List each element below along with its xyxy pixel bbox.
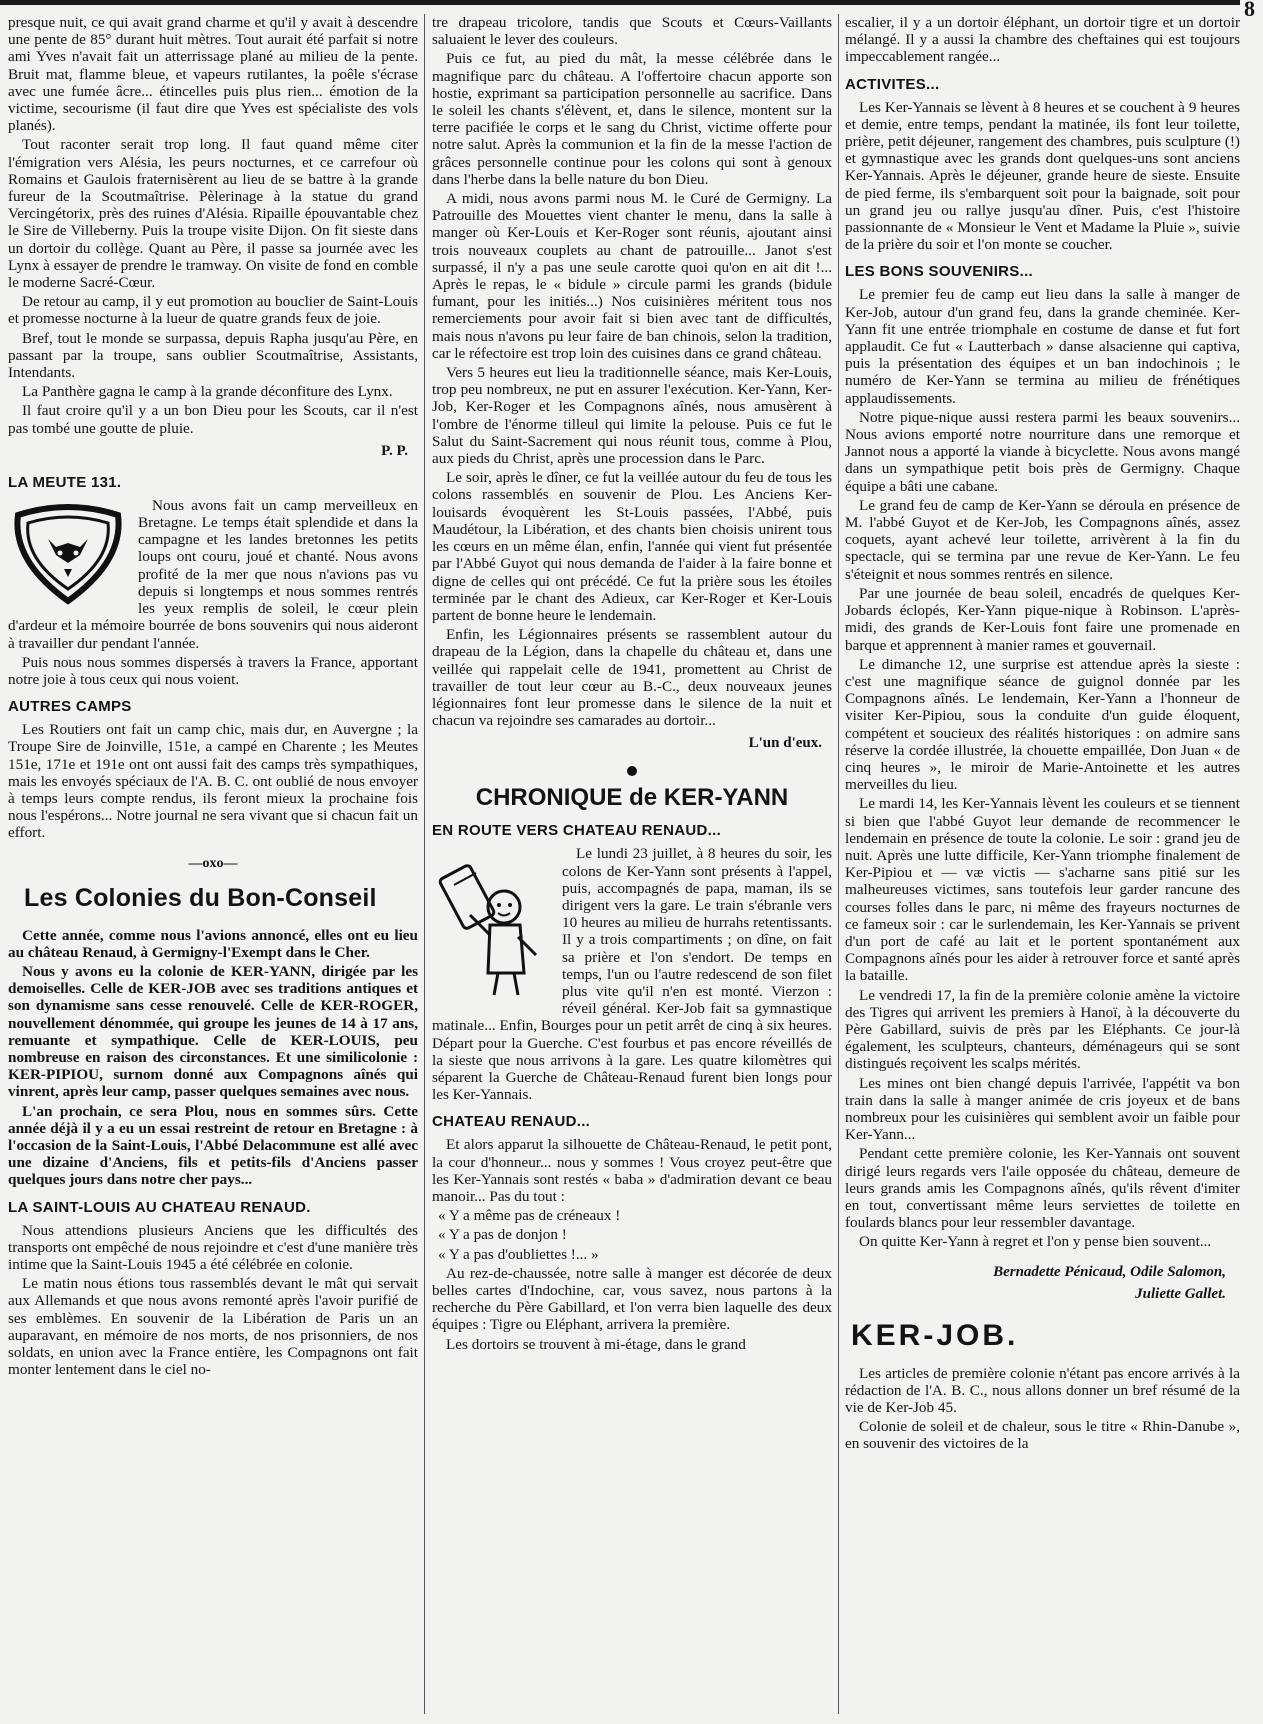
- paragraph: A midi, nous avons parmi nous M. le Curé de Germigny. La Patrouille des Mouettes vient chanter le menu, dans la salle à manger où Ker-Louis et Ker-Roger sont réunis, ajoutant ainsi trois nouveaux couplets au chant de patrouille... Janot s'est surpassé, il n'y a pas une seule carotte quoi qu'on en ait dit !... Après le repas, le « bidule » circule parmi les grands (bidule fumant, pour les initiés...) Nos cuisinières méritent tous nos remerciements pour avoir fait si bien avec tant de difficultés, mais nous n'avons pu leur faire de ban chinois, selon la tradition, car le réfectoire est trop loin des cuisines dans ce grand château.: [432, 190, 832, 362]
- section-heading: AUTRES CAMPS: [8, 698, 132, 716]
- paragraph: presque nuit, ce qui avait grand charme et qu'il y avait à descendre une pente de 85° durant huit mètres. Tout aurait été parfait si notre ami Yves n'avait fait un atterrissage plané au milieu de la pente. Bruit mat, flamme bleue, et vapeurs rutilantes, la poêle s'écrase avec une fumée âcre... étincelles puis plus rien... émotion de la victime, secourisme (il faut dire que Yves est spécialiste des vols planés).: [8, 14, 418, 135]
- paragraph: Au rez-de-chaussée, notre salle à manger est décorée de deux belles cartes d'Indochine, car, vous savez, nous partons à la recherche du Père Gabillard, et l'on verra bien laquelle des deux équipes : Tigre ou Eléphant, arrivera la première.: [432, 1264, 832, 1334]
- paragraph: Colonie de soleil et de chaleur, sous le titre « Rhin-Danube », en souvenir des victoires de la: [845, 1418, 1240, 1453]
- quote-line: « Y a même pas de créneaux !: [438, 1207, 621, 1225]
- section-heading: LA SAINT-LOUIS AU CHATEAU RENAUD.: [8, 1198, 311, 1216]
- column-divider: [424, 14, 425, 1714]
- paragraph: Vers 5 heures eut lieu la traditionnelle séance, mais Ker-Louis, trop peu nombreux, ne put en assurer l'exécution. Ker-Yann, Ker-Job, Ker-Roger et les Compagnons aînés, nous amusèrent à l'ombre de l'énorme tilleul qui limite la pelouse. Puis ce fut le Salut du Saint-Sacrement qui nous réunit tous, comme à Plou, aux pieds du Christ, après une procession dans le Parc.: [432, 364, 832, 468]
- column-1: [8, 14, 418, 1714]
- column-3: [845, 14, 1240, 1714]
- paragraph: Les Ker-Yannais se lèvent à 8 heures et se couchent à 9 heures et demie, entre temps, pendant la matinée, ils font leur toilette, prière, petit déjeuner, rangement des chambres, puis sculpture (!) et gymnastique avec les grands dont quelques-uns sont anciens Ker-Yannais. Après le déjeuner, grande heure de sieste. Ensuite de pied ferme, ils s'embarquent soit pour la baignade, soit pour un grand jeu ou rallye jusqu'au dîner. Puis, c'est l'histoire passionnante de « Monsieur le Vent et Madame la Pluie », suivie de la prière du soir et l'on monte se coucher.: [845, 98, 1240, 254]
- paragraph: La Panthère gagna le camp à la grande déconfiture des Lynx.: [22, 383, 393, 401]
- article-title: KER-JOB.: [851, 1318, 1019, 1352]
- column-2: [432, 14, 832, 1714]
- paragraph: De retour au camp, il y eut promotion au bouclier de Saint-Louis et promesse nocturne à la lueur de quatre grands feux de joie.: [8, 293, 418, 328]
- paragraph: Et alors apparut la silhouette de Château-Renaud, le petit pont, la cour d'honneur... nous y sommes ! Vous croyez peut-être que les Ker-Yannais sont restés « baba » d'admiration devant ce beau manoir... Pas du tout :: [432, 1136, 832, 1205]
- paragraph: Tout raconter serait trop long. Il faut quand même citer l'émigration vers Alésia, les peurs nocturnes, et ce carrefour où Romains et Gaulois fraternisèrent au lieu de se battre à la grande fureur de la Scoutmaîtrise. Pèlerinage à la statue du grand Vercingétorix, près des ruines d'Alésia. Ripaille épouvantable chez le Sire de Villeberny. Puis la troupe visite Dijon. On fit sieste dans un dortoir du collège. Quant au Père, il passe sa journée avec les Lynx à essayer de prendre le tramway. On visite de fond en comble le moderne Sacré-Cœur.: [8, 136, 418, 292]
- paragraph: Enfin, les Légionnaires présents se rassemblent autour du drapeau de la Légion, dans la chapelle du château et, dans une veillée qui rappelait celle de 1941, promettent au Christ de travailler de tout leur cœur au B.-C., deux nouveaux jeunes légionnaires font leur promesse dans le silence de la nuit et chacun va rejoindre ses camarades au dortoir...: [432, 626, 832, 730]
- paragraph: Puis ce fut, au pied du mât, la messe célébrée dans le magnifique parc du château. A l'offertoire chacun apporte son hostie, exprimant sa participation personnelle au sacrifice. Dans le soleil les chants s'élèvent, et, dans le silence, montent sur la terre pacifiée le corps et le sang du Christ, victime offerte pour notre salut. Après la communion et la fin de la messe l'action de grâces personnelle continue pour les colons qui sont à genoux dans l'herbe dans la belle nature du bon Dieu.: [432, 50, 832, 188]
- section-heading: CHATEAU RENAUD...: [432, 1113, 591, 1131]
- signature: L'un d'eux.: [748, 735, 822, 752]
- separator: —oxo—: [188, 855, 238, 871]
- signature-line: Juliette Gallet.: [1135, 1285, 1226, 1302]
- paragraph: On quitte Ker-Yann à regret et l'on y pense bien souvent...: [859, 1233, 1212, 1251]
- paragraph: Pendant cette première colonie, les Ker-Yannais ont souvent dirigé leurs regards vers l'aile opposée du château, demeure de leurs grands amis les Compagnons aînés, qu'ils rêvent d'imiter en tout, convertissant même leurs serviettes de toilette en foulards blancs pour leur ressembler davantage.: [845, 1145, 1240, 1232]
- signature: P. P.: [381, 442, 408, 459]
- paragraph: Les mines ont bien changé depuis l'arrivée, l'appétit va bon train dans la salle à manger animée de cris joyeux et de bans nombreux pour les cuisinières qui semblent avoir un faible pour Ker-Yann...: [845, 1074, 1240, 1144]
- paragraph: Nous attendions plusieurs Anciens que les difficultés des transports ont empêché de nous rejoindre et c'est d'une manière très intime que la Saint-Louis 1945 a été célébrée en colonie.: [8, 1221, 418, 1273]
- article-title: CHRONIQUE de KER-YANN: [475, 784, 789, 812]
- paragraph: Le mardi 14, les Ker-Yannais lèvent les couleurs et se tiennent si bien que l'abbé Guyot leur demande de recommencer le lendemain en présence de toute la colonie. Le soir : grand jeu de nuit. Après une lutte difficile, Ker-Yann triomphe finalement de Ker-Pipiou et — væ victis — s'acharne sans pitié sur les malheureuses victimes, sans toutefois leur garder rancune des courses folles dans le parc, ni même des frayeurs nocturnes de ce fameux soir : car le surlendemain, les Ker-Yannais se privent d'un port de café au lait et le portent spontanément aux Compagnons aînés pour les aider à retrouver force et santé après la bataille.: [845, 795, 1240, 985]
- paragraph: tre drapeau tricolore, tandis que Scouts et Cœurs-Vaillants saluaient le lever des couleurs.: [432, 14, 832, 49]
- paragraph: Les dortoirs se trouvent à mi-étage, dans le grand: [446, 1335, 746, 1353]
- traveler-illustration-icon: [432, 849, 552, 1004]
- article-title: Les Colonies du Bon-Conseil: [24, 883, 377, 912]
- section-heading: LES BONS SOUVENIRS...: [845, 263, 1033, 281]
- section-heading: LA MEUTE 131.: [8, 473, 122, 491]
- wolf-badge-icon: [8, 501, 128, 610]
- paragraph: Bref, tout le monde se surpassa, depuis Rapha jusqu'au Père, en passant par la troupe, sans oublier Scoutmaîtrise, Assistants, Intendants.: [8, 329, 418, 382]
- page-number: 8: [1244, 0, 1255, 21]
- paragraph: Le soir, après le dîner, ce fut la veillée autour du feu de tous les colons rassemblés en souvenir de Plou. Les Anciens Ker-louisards évoquèrent les St-Louis passées, l'Abbé, puis Maudétour, la Libération, et des chants bien choisis unirent tous les cœurs en un même élan, enfin, l'année qui vient fut présentée par l'Abbé Guyot qui nous demanda de l'aider à la faire bonne et digne de celles qui ont précédé. Ce fut la prière sous les étoiles terminée par le chant des Adieux, car Ker-Roger et Ker-Louis partent de bonne heure le lendemain.: [432, 469, 832, 624]
- signature-line: Bernadette Pénicaud, Odile Salomon,: [993, 1263, 1226, 1280]
- paragraph: Le lundi 23 juillet, à 8 heures du soir, les colons de Ker-Yann sont présents à l'appel, puis, accompagnés de papa, maman, ils se dirigent vers la gare. Le train s'ébranle vers 10 heures au milieu de hurrahs retentissants. Il y a trois compartiments ; on dîne, on fait sa prière et l'on s'endort. De temps en temps, l'un ou l'autre redescend de son filet plus vite qu'il n'en est monté. Vierzon : réveil général. Ker-Job fait sa gymnastique matinale... Enfin, Bourges pour un petit arrêt de cinq à six heures. Départ pour la Guerche. C'est fourbus et pas encore réveillés de la sieste que nous arrivons à la gare. Les quatre kilomètres qui séparent la Guerche de Château-Renaud furent bien longs pour les Ker-Yannais.: [432, 845, 832, 1104]
- paragraph: Nous y avons eu la colonie de KER-YANN, dirigée par les demoiselles. Celle de KER-JOB avec ses traditions antiques et son dynamisme sans cesse renouvelé. Celle de KER-ROGER, nouvellement dénommée, qui groupe les jeunes de 14 à 17 ans, remuante et sympathique. Celle de KER-LOUIS, peu nombreuse en raison des circonstances. Et une similicolonie : KER-PIPIOU, surnom donné aux Compagnons aînés qui vinrent, après leur camp, passer quelques semaines avec nous.: [8, 962, 418, 1101]
- paragraph: Les articles de première colonie n'étant pas encore arrivés à la rédaction de l'A. B. C., nous allons donner un bref résumé de la vie de Ker-Job 45.: [845, 1364, 1240, 1417]
- paragraph: escalier, il y a un dortoir éléphant, un dortoir tigre et un dortoir mélangé. Il y a aussi la chambre des cheftaines qui est toujours impeccablement rangée...: [845, 14, 1240, 66]
- paragraph: Le premier feu de camp eut lieu dans la salle à manger de Ker-Job, autour d'un grand feu, dans la grande cheminée. Ker-Yann fit une entrée triomphale en costume de danse et fut fort applaudit. Ce fut « Lautterbach » danse alsacienne qui captiva, puis la présentation des équipes et un ban indochinois ; le numéro de Ker-Yann se termina au milieu de frénétiques applaudissements.: [845, 286, 1240, 407]
- paragraph: Le matin nous étions tous rassemblés devant le mât qui servait aux Allemands et que nous avons remonté après l'avoir purifié de ses emblèmes. En souvenir de la Libération de Paris un an auparavant, en mémoire de nos morts, de nos prisonniers, de nos soldats, en union avec la France entière, les Compagnons ont fait monter lentement dans le ciel no-: [8, 1275, 418, 1379]
- section-heading: ACTIVITES...: [845, 75, 940, 93]
- bullet-icon: [627, 766, 637, 776]
- paragraph: Puis nous nous sommes dispersés à travers la France, apportant notre joie à tous ceux qui nous voient.: [8, 653, 418, 688]
- top-rule: [0, 0, 1240, 5]
- signature-block: [845, 1261, 1226, 1305]
- paragraph: Le grand feu de camp de Ker-Yann se déroula en présence de M. l'abbé Guyot et de Ker-Job, les Compagnons aînés, assez coquets, ayant achevé leur toilette, arrivèrent à la fin du spectacle, qui se termina par une revue de Ker-Yann. Le feu s'éteignit et nous sommes rentrés en silence.: [845, 496, 1240, 583]
- section-heading: EN ROUTE VERS CHATEAU RENAUD...: [432, 822, 722, 840]
- column-divider: [838, 14, 839, 1714]
- paragraph: Nous avons fait un camp merveilleux en Bretagne. Le temps était splendide et dans la campagne et les landes bretonnes les petits loups ont couru, joué et chanté. Nous avons profité de la mer que nous n'avions pas vu depuis si longtemps et nous sommes rentrés les yeux remplis de soleil, le cœur plein d'ardeur et la mémoire bourrée de bons souvenirs qui nous aideront à travailler dur pendant l'année.: [8, 496, 418, 652]
- quote-line: « Y a pas d'oubliettes !... »: [438, 1245, 599, 1263]
- paragraph: Les Routiers ont fait un camp chic, mais dur, en Auvergne ; la Troupe Sire de Joinville, 151e, a campé en Charente ; les Meutes 151e, 171e et 191e ont ont aussi fait des camps très sympathiques, mais les envoyés spéciaux de l'A. B. C. ont oublié de nous envoyer à temps leurs compte rendus, ils feront mieux la prochaine fois nous l'espérons... Notre journal ne sera vivant que si chacun fait un effort.: [8, 721, 418, 842]
- quote-line: « Y a pas de donjon !: [438, 1226, 567, 1244]
- paragraph: Par une journée de beau soleil, encadrés de quelques Ker-Jobards éclopés, Ker-Yann pique-nique à Robinson. L'après-midi, des grands de Ker-Louis font faire une promenade en barque et apprennent à manier rames et gouvernail.: [845, 584, 1240, 654]
- paragraph: Le vendredi 17, la fin de la première colonie amène la victoire des Tigres qui arrivent les premiers à Hanoï, à la découverte du Père Gabillard, suivis de près par les Eléphants. Ce jour-là également, les sculpteurs, chanteurs, déménageurs qui se sont distingués reçoivent les scalps mérités.: [845, 986, 1240, 1073]
- paragraph: Le dimanche 12, une surprise est attendue après la sieste : c'est une magnifique séance de guignol donnée par les Compagnons aînés. Le lendemain, Ker-Yann a l'honneur de visiter Ker-Pipiou, sous la conduite d'un guide éloquent, compétent et soucieux des réalités historiques : on admire sans réserve la cordée illustrée, la chouette empaillée, Don Juan « de cinq heures », le miroir de Marie-Antoinette et les autres merveilles du lieu.: [845, 655, 1240, 794]
- paragraph: L'an prochain, ce sera Plou, nous en sommes sûrs. Cette année déjà il y a eu un essai restreint de retour en Bretagne : à l'occasion de la Saint-Louis, l'Abbé Delacommune est allé avec une dizaine d'Anciens, fils et petits-fils d'Anciens passer quelques jours dans notre cher pays...: [8, 1102, 418, 1189]
- paragraph: Il faut croire qu'il y a un bon Dieu pour les Scouts, car il n'est pas tombé une goutte de pluie.: [8, 402, 418, 437]
- paragraph: Notre pique-nique aussi restera parmi les beaux souvenirs... Nous avions emporté notre nourriture dans une remorque et Jannot nous a apporté la viande à bicyclette. Nous avons mangé dans un sympathique petit bois près de Germigny. Chaque équipe a bâti une cabane.: [845, 408, 1240, 495]
- paragraph: Cette année, comme nous l'avions annoncé, elles ont eu lieu au château Renaud, à Germigny-l'Exempt dans le Cher.: [8, 926, 418, 961]
